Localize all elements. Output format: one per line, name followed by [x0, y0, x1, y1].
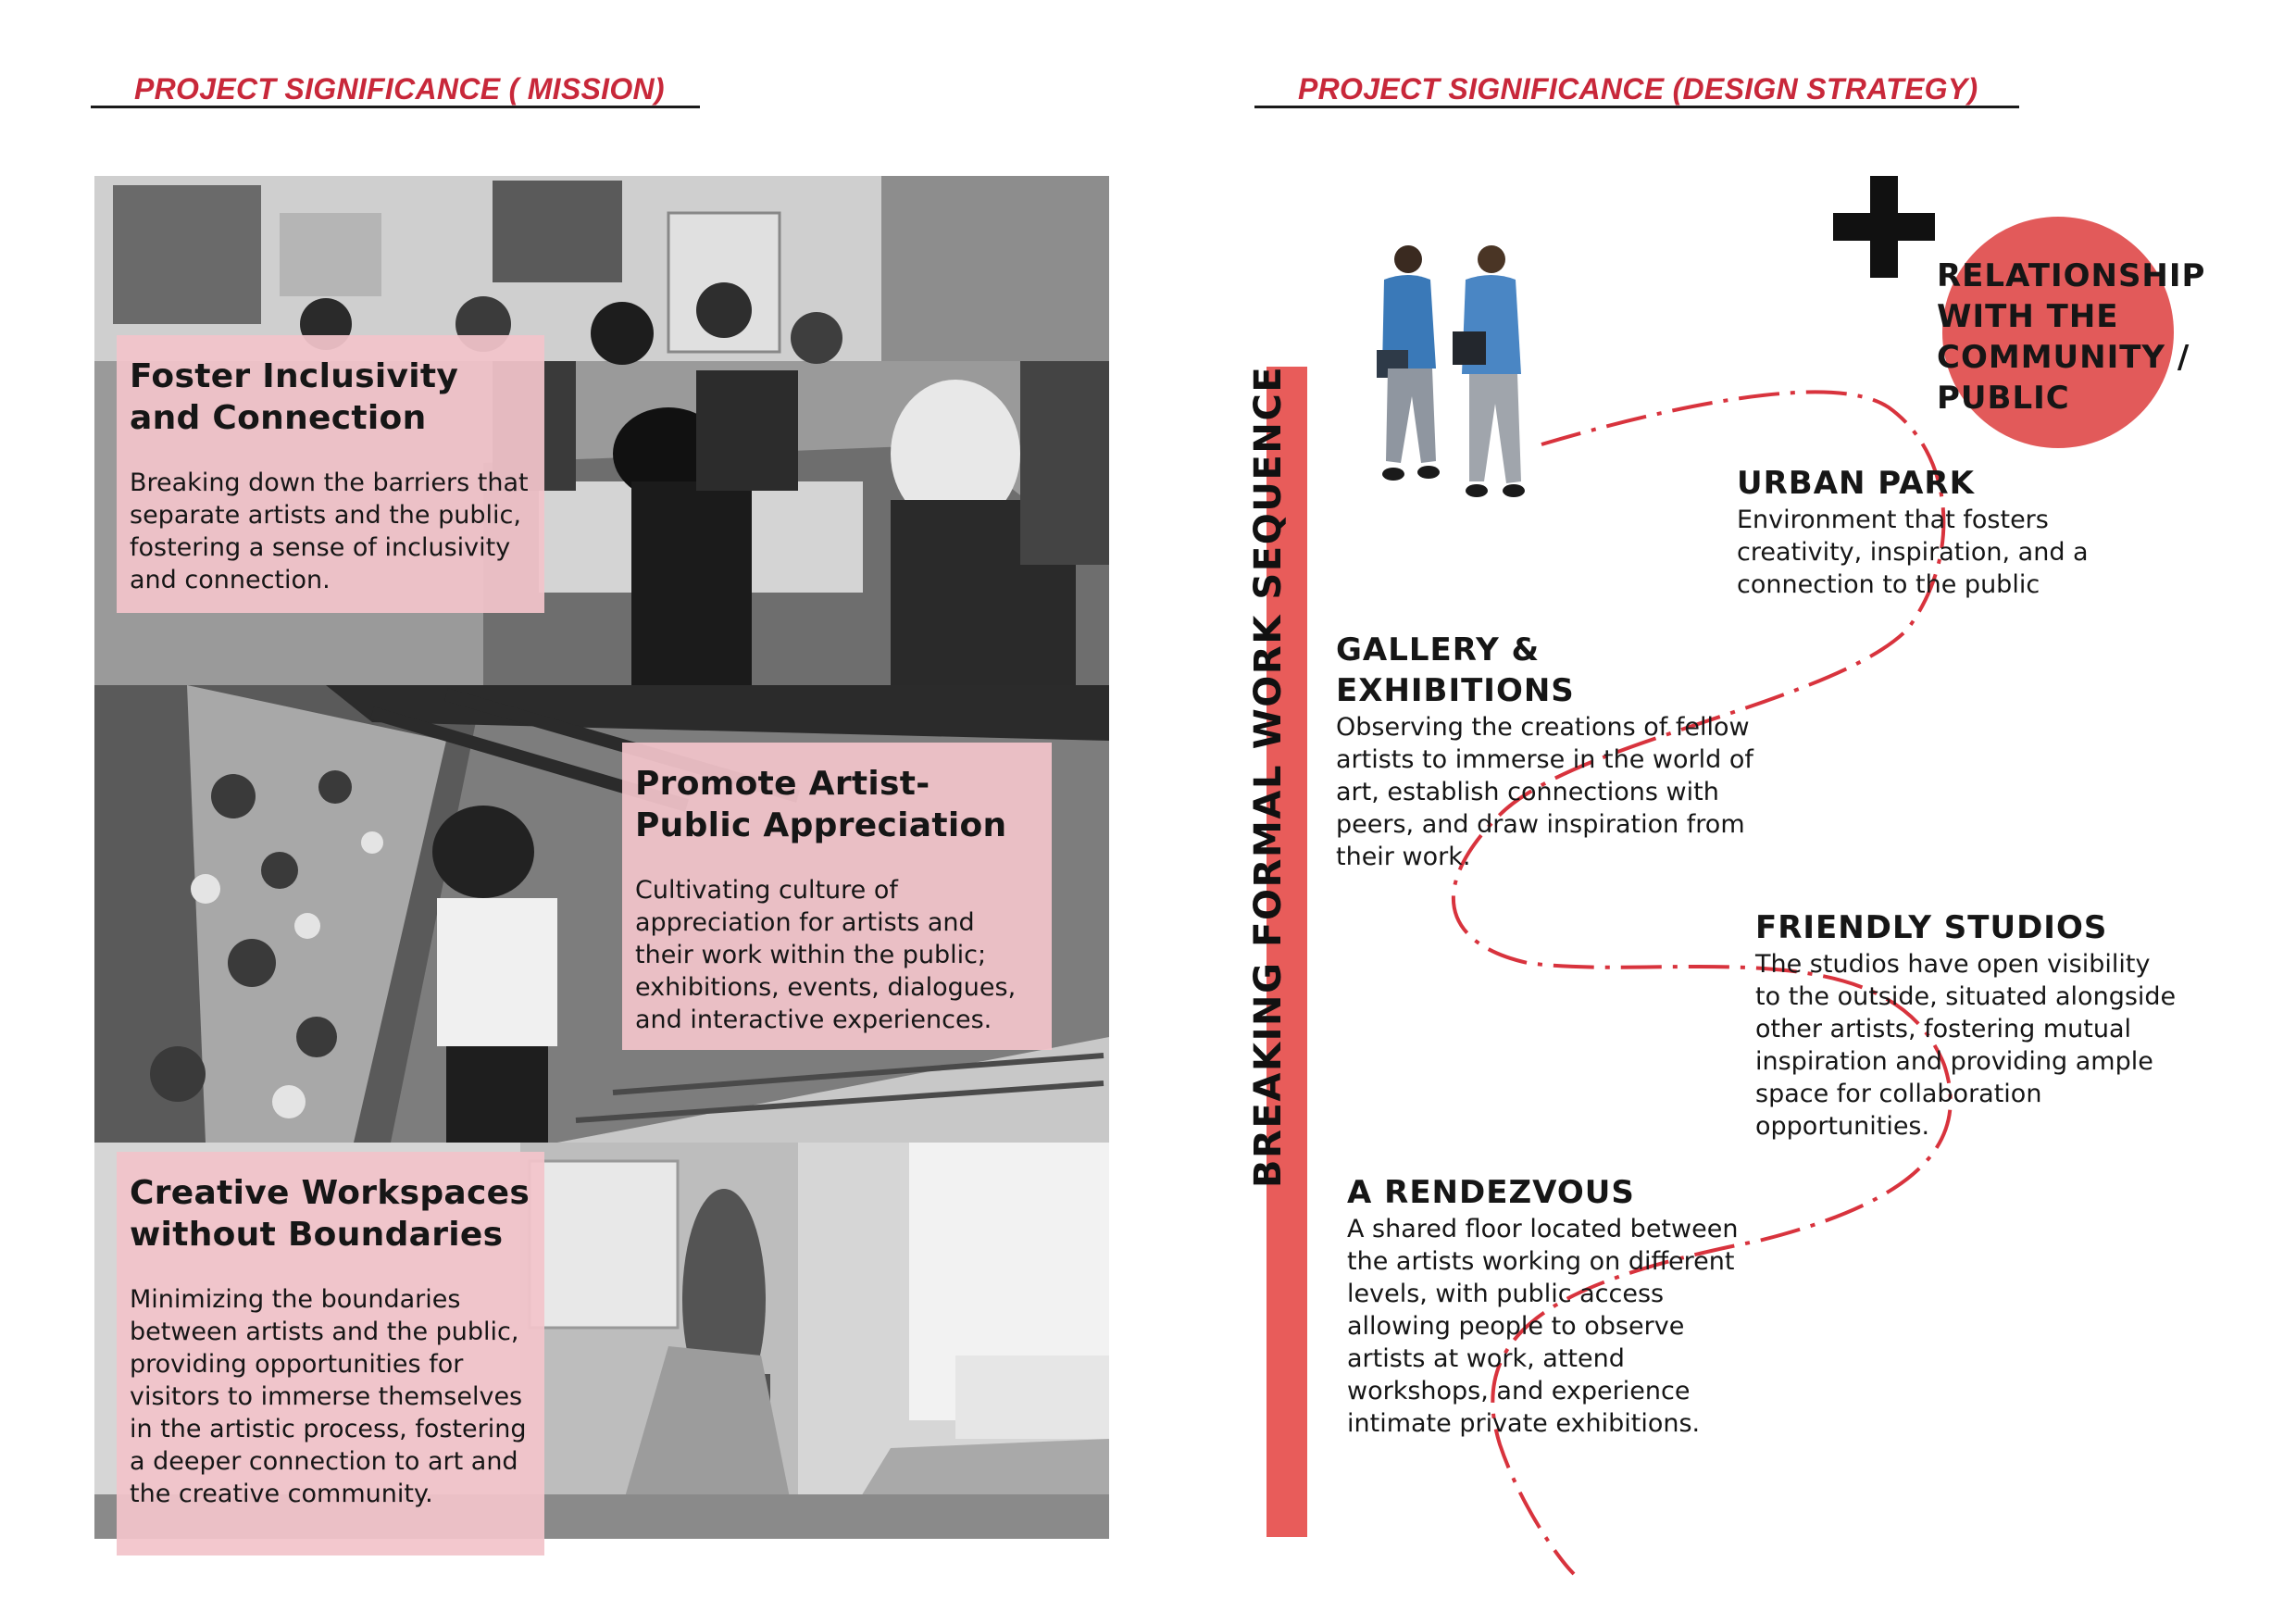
section-title: FRIENDLY STUDIOS [1755, 909, 2108, 946]
mission-box-title: Promote Artist-Public Appreciation [635, 765, 1007, 844]
strategy-header: PROJECT SIGNIFICANCE (DESIGN STRATEGY) [1298, 72, 1978, 106]
section-body: The studios have open visibility to the outside, situated alongside other artists, fostering mutual inspiration and providing ample space for collaboration opportunities. [1755, 950, 2177, 1141]
section-gallery [1336, 630, 1790, 873]
section-title: GALLERY & EXHIBITIONS [1336, 631, 1575, 709]
section-friendly-studios [1755, 907, 2181, 1143]
mission-header: PROJECT SIGNIFICANCE ( MISSION) [134, 72, 665, 106]
mission-box-body: Minimizing the boundaries between artists and the public, providing opportunities for visitors to immerse themselves in the artistic process, fostering a deeper connection to art and the creative community. [130, 1285, 527, 1508]
plus-icon [1833, 176, 1935, 278]
relationship-title: RELATIONSHIP WITH THE COMMUNITY / PUBLIC [1937, 257, 2206, 417]
section-rendezvous [1347, 1172, 1754, 1440]
section-body: Environment that fosters creativity, inspiration, and a connection to the public [1737, 506, 2089, 599]
mission-box-body: Breaking down the barriers that separate artists and the public, fostering a sense of inclusivity and connection. [130, 468, 529, 594]
mission-box-title: Foster Inclusivity and Connection [130, 357, 459, 437]
mission-box-title: Creative Workspaces without Boundaries [130, 1174, 530, 1254]
section-title: A RENDEZVOUS [1347, 1174, 1635, 1211]
section-body: A shared floor located between the artists working on different levels, with public access allowing people to observe artists at work, attend workshops, and experience intimate private exhibitions. [1347, 1215, 1739, 1438]
mission-box-body: Cultivating culture of appreciation for artists and their work within the public; exhibitions, events, dialogues, and interactive experiences. [635, 876, 1017, 1034]
section-urban-park [1737, 463, 2144, 601]
sequence-label: BREAKING FORMAL WORK SEQUENCE [1247, 365, 1290, 1188]
section-body: Observing the creations of fellow artists to immerse in the world of art, establish connections with peers, and draw inspiration from their work. [1336, 713, 1753, 871]
people-walking-icon [1356, 239, 1541, 500]
section-title: URBAN PARK [1737, 465, 1975, 502]
